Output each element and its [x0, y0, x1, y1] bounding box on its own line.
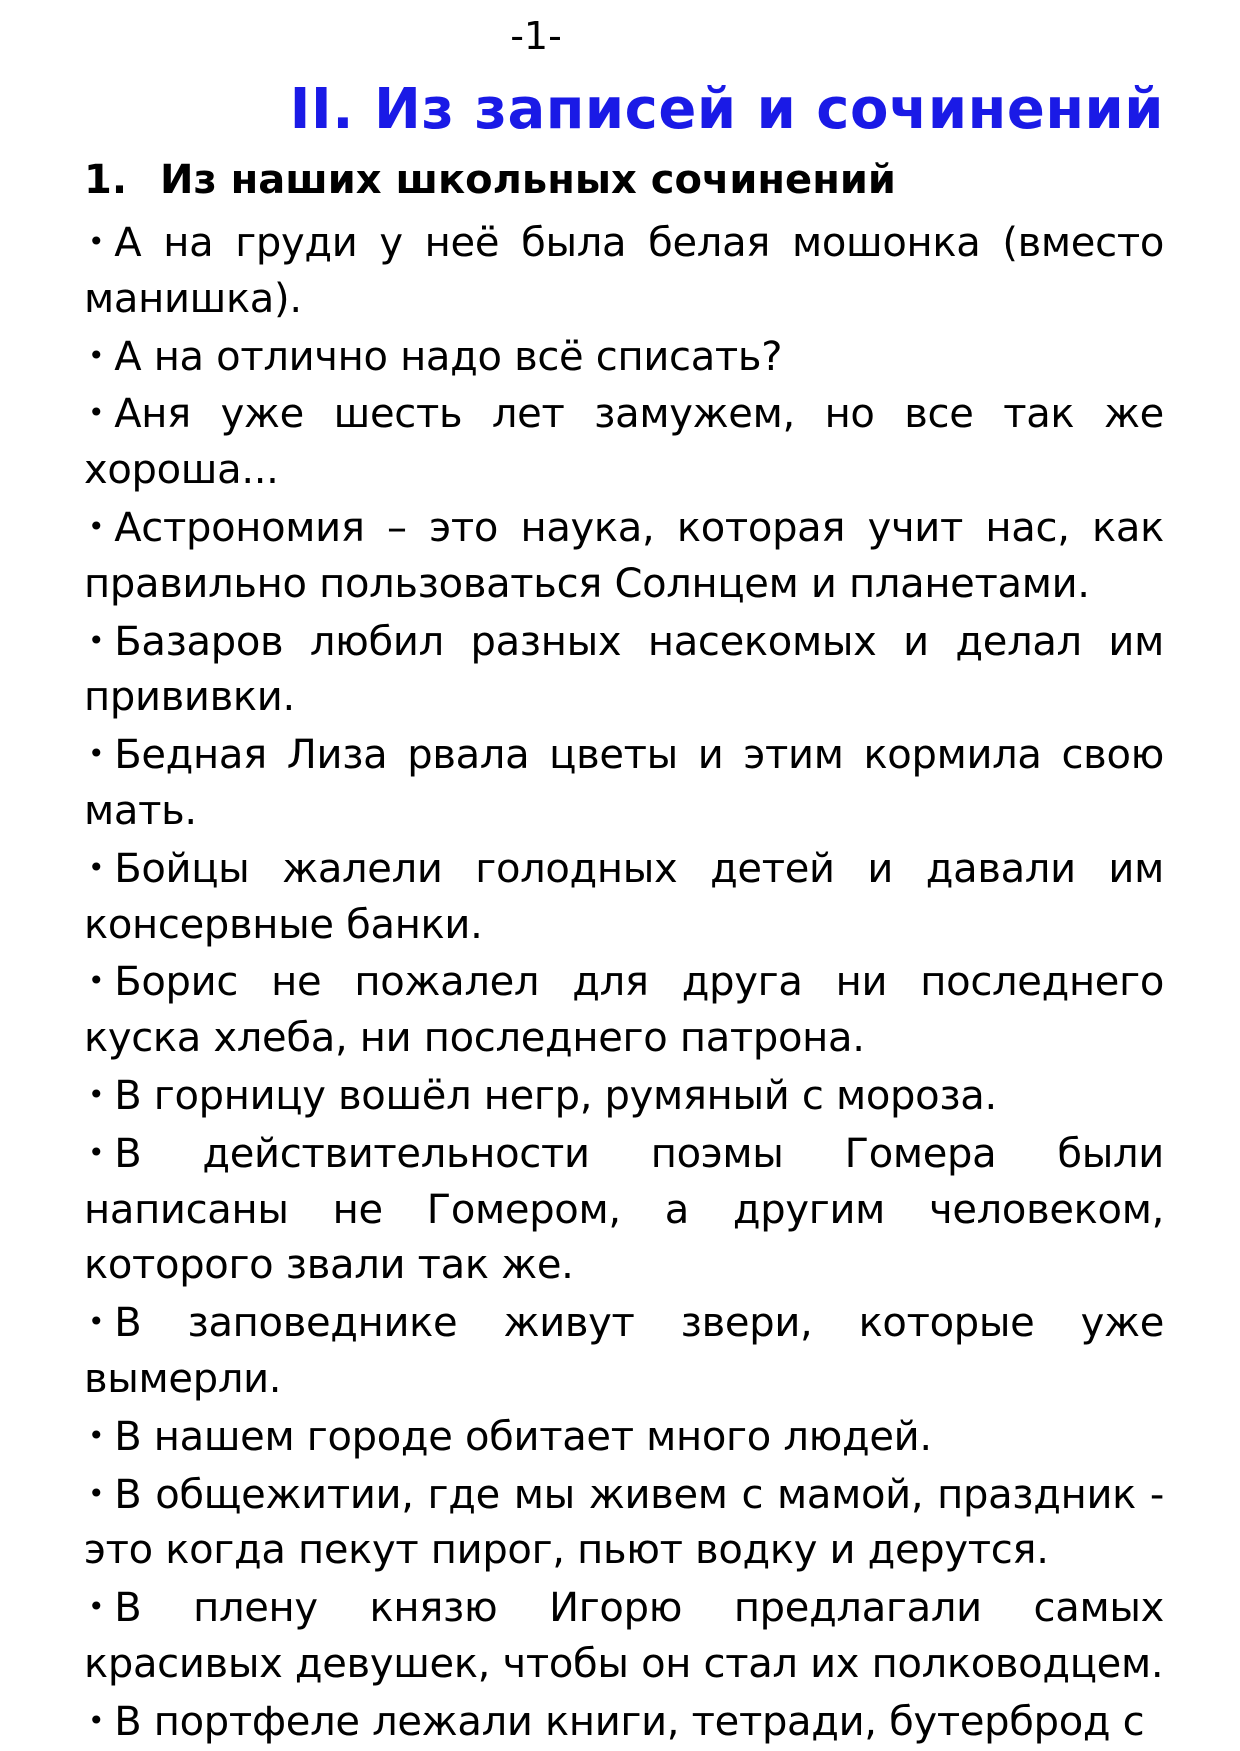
entry-text: Астрономия – это наука, которая учит нас, как правильно пользоваться Солнцем и планетами.	[84, 504, 1164, 607]
list-item	[84, 499, 1164, 613]
bullet-icon: •	[88, 737, 105, 771]
bullet-icon: •	[88, 964, 105, 998]
list-item	[84, 613, 1164, 727]
page-number: -1-	[510, 14, 562, 58]
bullet-icon: •	[88, 509, 105, 543]
entry-text: В нашем городе обитает много людей.	[114, 1413, 932, 1460]
entry-text: Бедная Лиза рвала цветы и этим кормила свою мать.	[84, 732, 1164, 834]
bullet-icon: •	[88, 850, 105, 884]
list-item	[84, 328, 1164, 386]
entry-text: Аня уже шесть лет замужем, но все так же хороша...	[84, 391, 1164, 494]
entry-text: Борис не пожалел для друга ни последнего куска хлеба, ни последнего патрона.	[84, 959, 1164, 1062]
entry-text: В плену князю Игорю предлагали самых красивых девушек, чтобы он стал их полководцем.	[84, 1585, 1164, 1687]
list-item	[84, 726, 1164, 840]
bullet-icon: •	[88, 1135, 105, 1169]
bullet-icon: •	[88, 623, 105, 657]
list-item	[84, 1579, 1164, 1693]
entry-text: В портфеле лежали книги, тетради, бутерброд с	[114, 1698, 1145, 1745]
list-item	[84, 385, 1164, 499]
bullet-icon: •	[88, 1077, 105, 1111]
bullet-icon: •	[88, 338, 105, 372]
list-item	[84, 1466, 1164, 1580]
entry-text: В действительности поэмы Гомера были написаны не Гомером, а другим человеком, которого звали так же.	[84, 1130, 1164, 1289]
entry-text: А на груди у неё была белая мошонка (вместо манишка).	[84, 220, 1164, 322]
list-item	[84, 953, 1164, 1067]
list-item	[84, 840, 1164, 954]
entry-text: В общежитии, где мы живем с мамой, праздник - это когда пекут пирог, пьют водку и дерутся.	[84, 1471, 1164, 1574]
section-number: 1.	[84, 157, 128, 203]
list-item	[84, 1067, 1164, 1125]
bullet-icon: •	[88, 1305, 105, 1339]
bullet-icon: •	[88, 1590, 105, 1624]
entries-list	[84, 214, 1164, 1751]
list-item	[84, 1693, 1164, 1751]
list-item	[84, 214, 1164, 328]
entry-text: В заповеднике живут звери, которые уже вымерли.	[84, 1300, 1164, 1402]
entry-text: А на отлично надо всё списать?	[114, 333, 783, 380]
bullet-icon: •	[88, 1703, 105, 1737]
bullet-icon: •	[88, 1418, 105, 1452]
chapter-title: II. Из записей и сочинений	[289, 77, 1164, 142]
list-item	[84, 1125, 1164, 1294]
entry-text: Базаров любил разных насекомых и делал им прививки.	[84, 618, 1164, 721]
bullet-icon: •	[88, 225, 105, 258]
section-title: Из наших школьных сочинений	[160, 157, 896, 203]
list-item	[84, 1294, 1164, 1408]
bullet-icon: •	[88, 1476, 105, 1510]
list-item	[84, 1408, 1164, 1466]
bullet-icon: •	[88, 396, 105, 430]
section-heading	[84, 152, 1164, 208]
entry-text: Бойцы жалели голодных детей и давали им консервные банки.	[84, 845, 1164, 948]
entry-text: В горницу вошёл негр, румяный с мороза.	[114, 1072, 997, 1119]
